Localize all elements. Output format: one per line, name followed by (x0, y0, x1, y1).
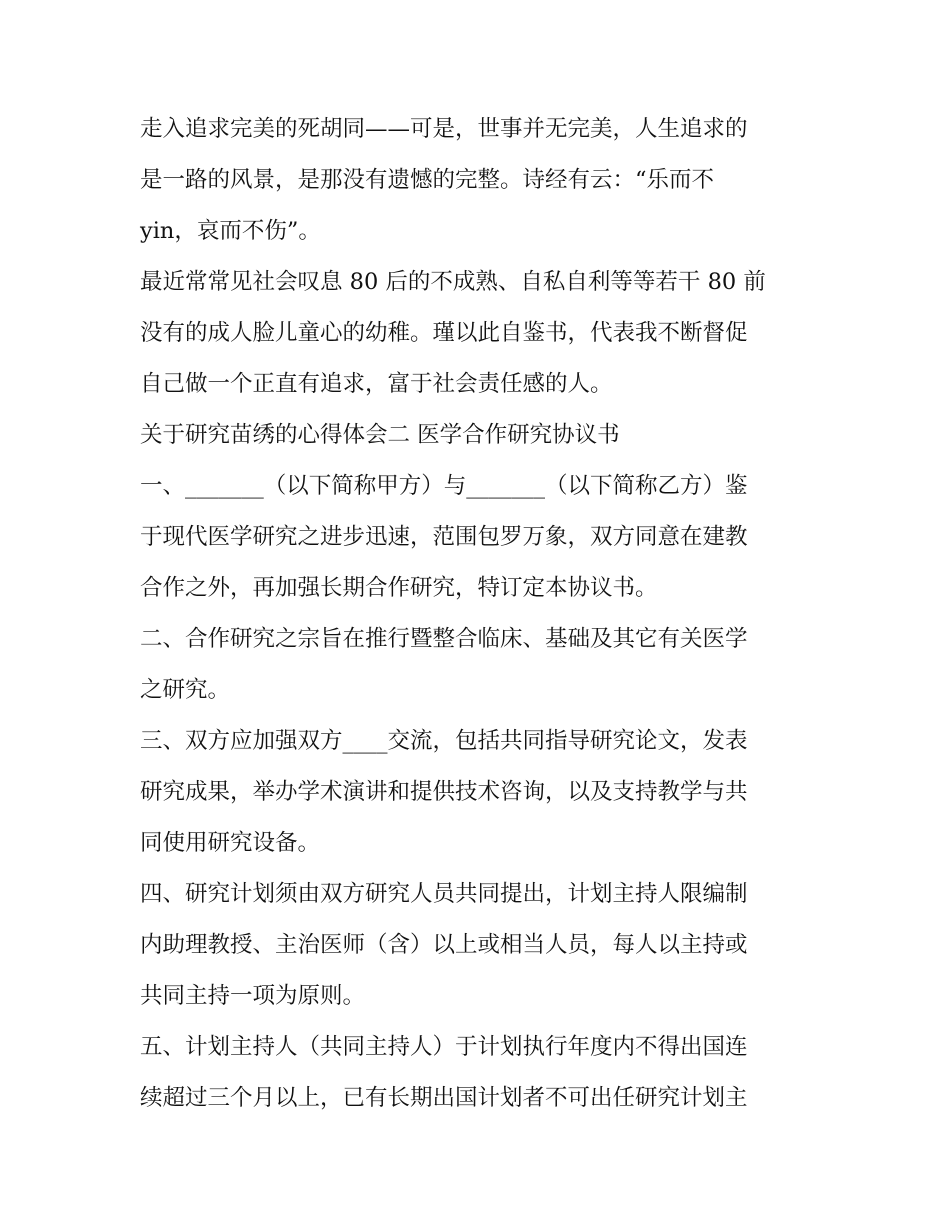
paragraph-self-reflection (140, 257, 820, 410)
text-line: 最近常常见社会叹息 80 后的不成熟、自私自利等等若干 80 前 (140, 269, 766, 295)
text-line: 自己做一个正直有追求，富于社会责任感的人。 (140, 371, 613, 397)
paragraph-perfection (140, 104, 820, 257)
text-line: 关于研究苗绣的心得体会二 医学合作研究协议书 (140, 422, 620, 448)
text-line: 二、合作研究之宗旨在推行暨整合临床、基础及其它有关医学 (140, 626, 748, 652)
text-line: 同使用研究设备。 (140, 830, 321, 856)
text-line: 三、双方应加强双方____交流，包括共同指导研究论文，发表 (140, 728, 748, 754)
section-heading (140, 410, 820, 461)
clause-5 (140, 1022, 820, 1124)
text-line: 合作之外，再加强长期合作研究，特订定本协议书。 (140, 575, 658, 601)
text-line: 续超过三个月以上，已有长期出国计划者不可出任研究计划主 (140, 1085, 748, 1111)
text-line: 内助理教授、主治医师（含）以上或相当人员，每人以主持或 (140, 932, 748, 958)
text-line: 于现代医学研究之进步迅速，范围包罗万象，双方同意在建教 (140, 524, 748, 550)
text-line: yin，哀而不伤”。 (140, 218, 321, 244)
text-line: 五、计划主持人（共同主持人）于计划执行年度内不得出国连 (140, 1034, 748, 1060)
text-line: 四、研究计划须由双方研究人员共同提出，计划主持人限编制 (140, 881, 748, 907)
document-body (140, 104, 820, 1124)
clause-3 (140, 716, 820, 869)
text-line: 没有的成人脸儿童心的幼稚。瑾以此自鉴书，代表我不断督促 (140, 320, 748, 346)
text-line: 走入追求完美的死胡同——可是，世事并无完美，人生追求的 (140, 116, 748, 142)
text-line: 之研究。 (140, 677, 231, 703)
text-line: 一、_______（以下简称甲方）与_______（以下简称乙方）鉴 (140, 473, 748, 499)
text-line: 是一路的风景，是那没有遗憾的完整。诗经有云：“乐而不 (140, 167, 715, 193)
text-line: 共同主持一项为原则。 (140, 983, 366, 1009)
clause-1 (140, 461, 820, 614)
text-line: 研究成果，举办学术演讲和提供技术咨询，以及支持教学与共 (140, 779, 748, 805)
clause-4 (140, 869, 820, 1022)
clause-2 (140, 614, 820, 716)
